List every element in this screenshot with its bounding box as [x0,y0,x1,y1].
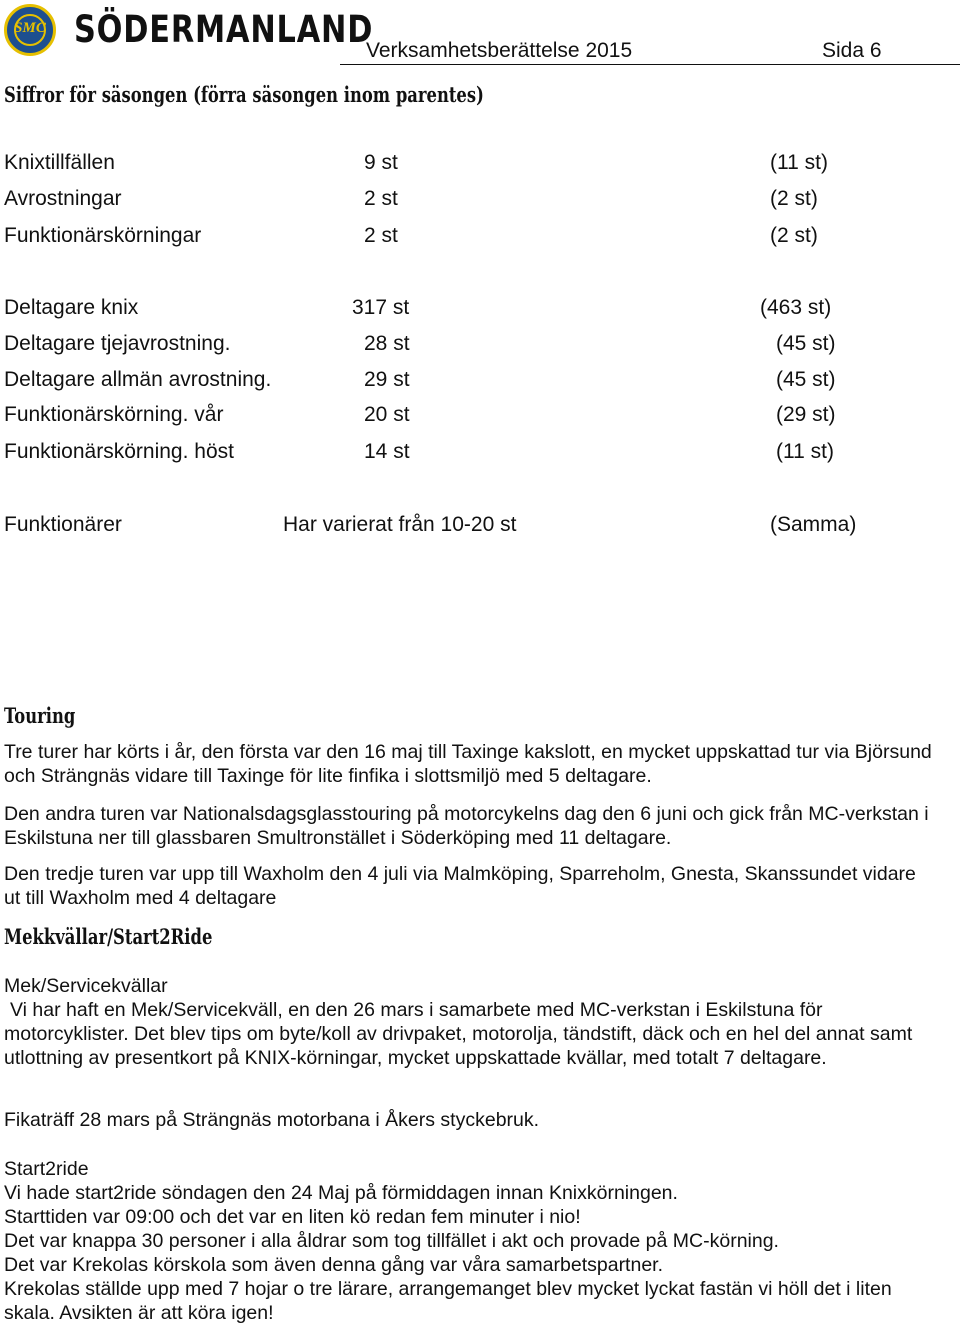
fika-paragraph-text: Fikaträff 28 mars på Strängnäs motorbana i Åkers styckebruk. [4,1109,540,1131]
page-number: Sida 6 [822,39,882,62]
fika-paragraph [4,1108,934,1132]
stat-label: Funktionärskörning. höst [4,440,234,463]
stat-previous: (29 st) [776,403,836,426]
stat-previous: (Samma) [770,513,857,536]
stat-previous: (45 st) [776,332,836,355]
stat-previous: (2 st) [770,224,818,247]
stat-label: Funktionärer [4,513,122,536]
start2ride-subheading [4,1157,934,1181]
stat-previous: (2 st) [770,187,818,210]
stat-label: Knixtillfällen [4,151,115,174]
start2ride-line-1: Vi hade start2ride söndagen den 24 Maj på förmiddagen innan Knixkörningen. [4,1182,678,1204]
touring-paragraph [4,802,934,850]
start2ride-line-5: Krekolas ställde upp med 7 hojar o tre lärare, arrangemanget blev mycket lyckat fastän vi höll det i liten skala. Avsikten är att köra igen! [4,1278,892,1324]
touring-heading: Touring [4,703,76,728]
mek-subheading-text: Mek/Servicekvällar [4,975,168,997]
mek-heading: Mekkvällar/Start2Ride [4,924,213,949]
stat-label: Funktionärskörning. vår [4,403,224,426]
touring-paragraph-1: Tre turer har körts i år, den första var den 16 maj till Taxinge kakslott, en mycket uppskattad tur via Björsund och Strängnäs vidare till Taxinge för lite finfika i slottsmiljö med 5 deltagare. [4,741,932,787]
mek-paragraph [4,998,934,1070]
touring-paragraph-3: Den tredje turen var upp till Waxholm den 4 juli via Malmköping, Sparreholm, Gnesta, Skanssundet vidare ut till Waxholm med 4 deltagare [4,863,916,909]
stat-value: Har varierat från 10-20 st [283,513,517,536]
stat-value: 29 st [364,368,410,391]
stat-previous: (463 st) [760,296,832,319]
touring-paragraph [4,740,934,788]
stat-value: 14 st [364,440,410,463]
stat-label: Deltagare knix [4,296,139,319]
header-divider [340,64,960,65]
stat-label: Avrostningar [4,187,122,210]
document-title: Verksamhetsberättelse 2015 [366,39,633,62]
start2ride-subheading-text: Start2ride [4,1158,89,1180]
start2ride-line-4: Det var Krekolas körskola som även denna gång var våra samarbetspartner. [4,1254,664,1276]
start2ride-paragraph [4,1181,934,1325]
stat-label: Deltagare tjejavrostning. [4,332,231,355]
logo-text: SMC [14,20,46,36]
start2ride-line-3: Det var knappa 30 personer i alla åldrar som tog tillfället i akt och provade på MC-körning. [4,1230,779,1252]
stat-value: 317 st [352,296,410,319]
stats-heading: Siffror för säsongen (förra säsongen inom parentes) [4,82,484,107]
stat-previous: (11 st) [776,440,834,463]
stat-label: Deltagare allmän avrostning. [4,368,272,391]
smc-logo-badge [4,4,56,56]
stat-label: Funktionärskörningar [4,224,202,247]
stat-previous: (45 st) [776,368,836,391]
start2ride-line-2: Starttiden var 09:00 och det var en liten kö redan fem minuter i nio! [4,1206,581,1228]
logo-wordmark: SÖDERMANLAND [74,8,374,51]
touring-paragraph-2: Den andra turen var Nationalsdagsglasstouring på motorcykelns dag den 6 juni och gick från MC-verkstan i Eskilstuna ner till glassbaren Smultronstället i Söderköping med 11 deltagare. [4,803,929,849]
stat-value: 2 st [364,187,398,210]
stat-value: 2 st [364,224,398,247]
mek-subheading [4,974,934,998]
stat-value: 28 st [364,332,410,355]
stat-value: 20 st [364,403,410,426]
mek-paragraph-text: Vi har haft en Mek/Servicekväll, en den 26 mars i samarbete med MC-verkstan i Eskilstuna för motorcyklister. Det blev tips om byte/koll av drivpaket, motorolja, tändstift, däck och en hel del annat samt utlottning av presentkort på KNIX-körningar, mycket uppskattade kvällar, med totalt 7 deltagare. [4,999,913,1069]
stat-previous: (11 st) [770,151,828,174]
touring-paragraph [4,862,934,910]
stat-value: 9 st [364,151,398,174]
